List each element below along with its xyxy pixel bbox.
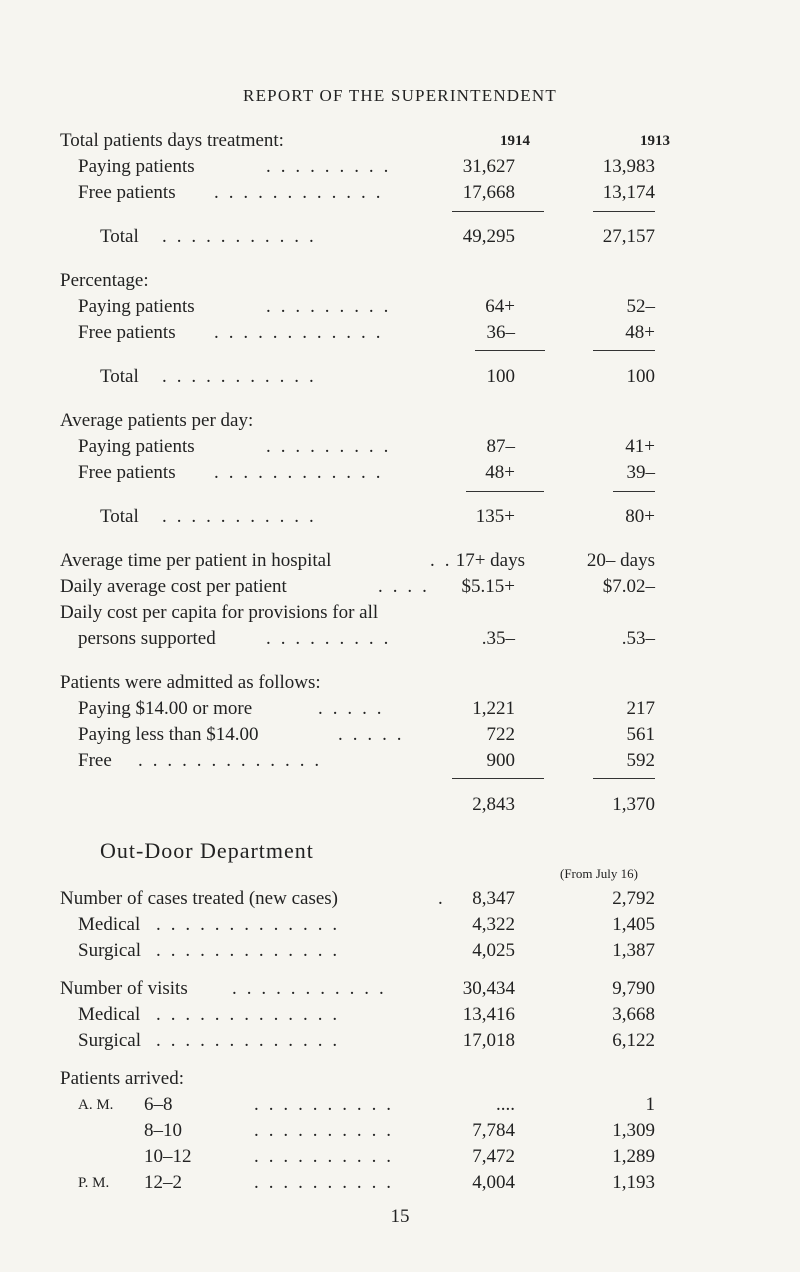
days-treatment-heading: Total patients days treatment:: [60, 130, 284, 151]
admitted-paying-less-row: [78, 722, 655, 748]
leader-dots: .: [438, 888, 446, 909]
leader-dots: . . . . . . . . . . .: [162, 226, 317, 247]
days-treatment-heading-row: [60, 128, 670, 154]
value-1913: 2,792: [612, 888, 655, 909]
sum-rule: [593, 211, 655, 212]
leader-dots: . . . . . . . . .: [266, 436, 391, 457]
admitted-heading: Patients were admitted as follows:: [60, 672, 321, 693]
leader-dots: . . . . . . . . . . .: [162, 506, 317, 527]
row-label: Paying patients: [78, 156, 195, 177]
row-label: Average time per patient in hospital: [60, 550, 332, 571]
value-1913: 48+: [625, 322, 655, 343]
leader-dots: . .: [430, 550, 453, 571]
visits-medical-row: [78, 1002, 655, 1028]
value-1914: 7,472: [472, 1146, 515, 1167]
leader-dots: . . . . . . . . . . . . .: [138, 750, 322, 771]
arrival-time: 6–8: [144, 1094, 173, 1115]
sum-rule: [593, 350, 655, 351]
value-1913: 1,193: [612, 1172, 655, 1193]
leader-dots: . . . . . . . . . . .: [162, 366, 317, 387]
leader-dots: . . . . . . . . . . . .: [214, 322, 384, 343]
days-paying-row: [78, 154, 655, 180]
row-label: Surgical: [78, 1030, 141, 1051]
row-label: Daily cost per capita for provisions for all: [60, 602, 379, 623]
admitted-total-row: [78, 792, 655, 818]
value-1913: 9,790: [612, 978, 655, 999]
value-1913: 20– days: [586, 550, 655, 571]
row-label: Free patients: [78, 182, 176, 203]
value-1914: 48+: [485, 462, 515, 483]
sum-rule: [466, 491, 544, 492]
value-1913: 52–: [626, 296, 655, 317]
value-1914: 17,018: [462, 1030, 515, 1051]
avg-per-day-heading-row: [60, 408, 460, 434]
sum-rule: [613, 491, 655, 492]
leader-dots: . . . . . . . . . . . . .: [156, 940, 340, 961]
cases-surgical-row: [78, 938, 655, 964]
row-label: Paying patients: [78, 436, 195, 457]
value-1914: 722: [486, 724, 515, 745]
value-1913: 561: [626, 724, 655, 745]
arrival-row: [78, 1118, 655, 1144]
value-1914: .35–: [481, 628, 515, 649]
row-label: Free patients: [78, 322, 176, 343]
row-label: Paying $14.00 or more: [78, 698, 253, 719]
leader-dots: . . . . .: [338, 724, 405, 745]
sum-rule: [452, 778, 544, 779]
leader-dots: . . . . . . . . . . . .: [214, 182, 384, 203]
percentage-heading: Percentage:: [60, 270, 149, 291]
leader-dots: . . . .: [378, 576, 430, 597]
value-1913: 100: [626, 366, 655, 387]
value-1914: 36–: [486, 322, 515, 343]
cases-row: [60, 886, 655, 912]
value-1914: 30,434: [462, 978, 515, 999]
row-label: Total: [100, 506, 139, 527]
sum-rule: [452, 211, 544, 212]
value-1914: 49,295: [462, 226, 515, 247]
leader-dots: . . . . . . . . . . . .: [214, 462, 384, 483]
value-1914: ....: [496, 1094, 515, 1115]
arrival-row: [78, 1092, 655, 1118]
value-1913: .53–: [621, 628, 655, 649]
leader-dots: . . . . . . . . . .: [254, 1172, 394, 1193]
leader-dots: . . . . . . . . . .: [254, 1146, 394, 1167]
value-1914: 17+ days: [455, 550, 525, 571]
value-1914: 135+: [475, 506, 515, 527]
daily-cost-row: [60, 574, 655, 600]
admitted-free-row: [78, 748, 655, 774]
provisions-row-1: [60, 600, 460, 626]
column-head-1913: 1913: [640, 133, 670, 149]
value-1914: 13,416: [462, 1004, 515, 1025]
cases-medical-row: [78, 912, 655, 938]
value-1913: 1: [645, 1094, 655, 1115]
admitted-heading-row: [60, 670, 460, 696]
leader-dots: . . . . . . . . .: [266, 628, 391, 649]
row-label: Paying patients: [78, 296, 195, 317]
column-head-1914: 1914: [500, 133, 530, 149]
value-1914: 4,322: [472, 914, 515, 935]
arrival-row: [78, 1144, 655, 1170]
row-label: Paying less than $14.00: [78, 724, 259, 745]
arrival-period: A. M.: [78, 1097, 114, 1113]
avg-free-row: [78, 460, 655, 486]
row-label: Surgical: [78, 940, 141, 961]
value-1914: 8,347: [472, 888, 515, 909]
value-1913: 6,122: [612, 1030, 655, 1051]
avg-per-day-heading: Average patients per day:: [60, 410, 254, 431]
percentage-heading-row: [60, 268, 460, 294]
row-label: persons supported: [78, 628, 216, 649]
page-number-row: [0, 1204, 800, 1230]
value-1913: 13,174: [602, 182, 655, 203]
value-1913: 27,157: [602, 226, 655, 247]
value-1914: 17,668: [462, 182, 515, 203]
value-1914: 100: [486, 366, 515, 387]
leader-dots: . . . . . . . . . . . . .: [156, 1030, 340, 1051]
value-1914: 2,843: [472, 794, 515, 815]
value-1914: 4,025: [472, 940, 515, 961]
provisions-row-2: [78, 626, 655, 652]
avg-paying-row: [78, 434, 655, 460]
value-1914: 64+: [485, 296, 515, 317]
visits-surgical-row: [78, 1028, 655, 1054]
row-label: Medical: [78, 1004, 141, 1025]
from-date-note: (From July 16): [560, 866, 638, 881]
avg-total-row: [100, 504, 655, 530]
value-1913: 1,387: [612, 940, 655, 961]
leader-dots: . . . . . . . . . . . . .: [156, 914, 340, 935]
page-header: REPORT OF THE SUPERINTENDENT: [243, 86, 557, 105]
value-1914: 7,784: [472, 1120, 515, 1141]
leader-dots: . . . . . . . . .: [266, 296, 391, 317]
value-1914: 1,221: [472, 698, 515, 719]
row-label: Daily average cost per patient: [60, 576, 287, 597]
row-label: Free: [78, 750, 112, 771]
value-1914: 31,627: [462, 156, 515, 177]
admitted-paying-more-row: [78, 696, 655, 722]
sum-rule: [475, 350, 545, 351]
value-1913: 80+: [625, 506, 655, 527]
row-label: Total: [100, 226, 139, 247]
sum-rule: [593, 778, 655, 779]
arrival-row: [78, 1170, 655, 1196]
arrival-time: 10–12: [144, 1146, 192, 1167]
value-1913: 1,405: [612, 914, 655, 935]
percentage-total-row: [100, 364, 655, 390]
page-number: 15: [390, 1206, 410, 1227]
value-1913: 1,309: [612, 1120, 655, 1141]
leader-dots: . . . . . . . . . . .: [232, 978, 387, 999]
value-1913: 13,983: [602, 156, 655, 177]
value-1914: 4,004: [472, 1172, 515, 1193]
value-1913: 3,668: [612, 1004, 655, 1025]
leader-dots: . . . . . . . . . .: [254, 1094, 394, 1115]
outdoor-title: Out-Door Department: [100, 838, 314, 863]
avg-time-row: [60, 548, 655, 574]
value-1914: $5.15+: [461, 576, 515, 597]
value-1913: 1,289: [612, 1146, 655, 1167]
leader-dots: . . . . .: [318, 698, 385, 719]
value-1914: 87–: [486, 436, 515, 457]
arrival-period: P. M.: [78, 1175, 110, 1191]
value-1913: $7.02–: [602, 576, 655, 597]
leader-dots: . . . . . . . . . . . . .: [156, 1004, 340, 1025]
percentage-free-row: [78, 320, 655, 346]
value-1913: 592: [626, 750, 655, 771]
arrived-heading: Patients arrived:: [60, 1068, 184, 1089]
row-label: Medical: [78, 914, 141, 935]
arrival-time: 8–10: [144, 1120, 182, 1141]
value-1913: 39–: [626, 462, 655, 483]
leader-dots: . . . . . . . . .: [266, 156, 391, 177]
value-1913: 1,370: [612, 794, 655, 815]
visits-row: [60, 976, 655, 1002]
value-1913: 41+: [625, 436, 655, 457]
days-total-row: [100, 224, 655, 250]
arrived-heading-row: [60, 1066, 460, 1092]
row-label: Free patients: [78, 462, 176, 483]
value-1913: 217: [626, 698, 655, 719]
row-label: Number of cases treated (new cases): [60, 888, 339, 909]
leader-dots: . . . . . . . . . .: [254, 1120, 394, 1141]
value-1914: 900: [486, 750, 515, 771]
percentage-paying-row: [78, 294, 655, 320]
days-free-row: [78, 180, 655, 206]
row-label: Number of visits: [60, 978, 188, 999]
arrival-time: 12–2: [144, 1172, 182, 1193]
row-label: Total: [100, 366, 139, 387]
